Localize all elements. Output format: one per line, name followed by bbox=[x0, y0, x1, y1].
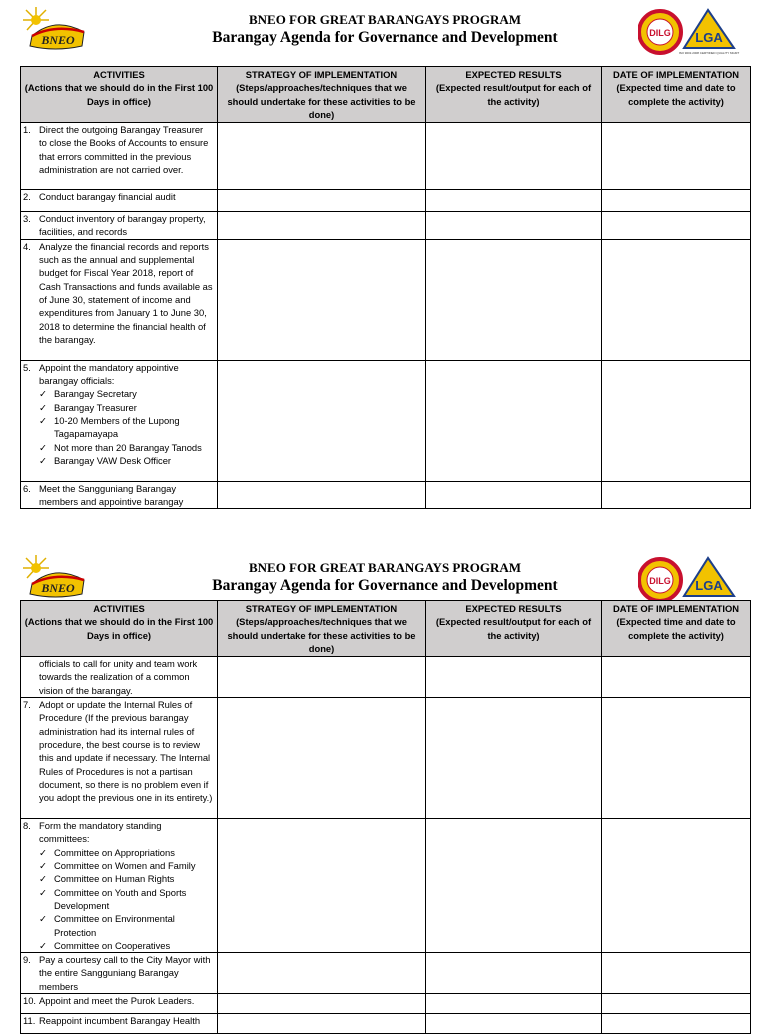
results-cell[interactable] bbox=[426, 994, 602, 1014]
agenda-table-page-1 bbox=[20, 66, 751, 509]
header-titles bbox=[150, 12, 620, 47]
results-cell[interactable] bbox=[426, 953, 602, 994]
agenda-title: Barangay Agenda for Governance and Development bbox=[212, 29, 558, 46]
col-activities-header: ACTIVITIES (Actions that we should do in the First 100 Days in office) bbox=[21, 67, 218, 123]
checkmark-icon: ✓ bbox=[39, 886, 47, 898]
strategy-cell[interactable] bbox=[218, 212, 426, 240]
checkmark-icon: ✓ bbox=[39, 388, 47, 400]
col-results-header: EXPECTED RESULTS (Expected result/output for each of the activity) bbox=[426, 67, 602, 123]
checkmark-icon: ✓ bbox=[39, 913, 47, 925]
strategy-cell[interactable] bbox=[218, 239, 426, 360]
col-date-header: DATE OF IMPLEMENTATION (Expected time and date to complete the activity) bbox=[602, 601, 751, 657]
results-cell[interactable] bbox=[426, 239, 602, 360]
dilg-lga-logos bbox=[638, 8, 748, 56]
strategy-cell[interactable] bbox=[218, 360, 426, 481]
date-cell[interactable] bbox=[602, 994, 751, 1014]
table-row: 7. Adopt or update the Internal Rules of Procedure (If the previous barangay administration had its internal rules of procedure, the best course is to review this and update if necessary. The Internal Rules of Procedures is not a partisan document, so there is no problem even if you adopt the previous one in its entirety.) bbox=[21, 698, 751, 819]
date-cell[interactable] bbox=[602, 698, 751, 819]
results-cell[interactable] bbox=[426, 190, 602, 212]
svg-text:DILG: DILG bbox=[649, 576, 671, 586]
checkmark-icon: ✓ bbox=[39, 414, 47, 426]
date-cell[interactable] bbox=[602, 190, 751, 212]
strategy-cell[interactable] bbox=[218, 481, 426, 509]
strategy-cell[interactable] bbox=[218, 657, 426, 698]
checkmark-icon: ✓ bbox=[39, 939, 47, 951]
table-header-row bbox=[21, 67, 751, 123]
svg-text:ISO 9001:2008 CERTIFIED QUALIT: ISO 9001:2008 CERTIFIED QUALITY MGMT bbox=[678, 51, 740, 55]
results-cell[interactable] bbox=[426, 212, 602, 240]
checkmark-icon: ✓ bbox=[39, 401, 47, 413]
date-cell[interactable] bbox=[602, 212, 751, 240]
results-cell[interactable] bbox=[426, 123, 602, 190]
page-1 bbox=[0, 0, 768, 508]
date-cell[interactable] bbox=[602, 481, 751, 509]
results-cell[interactable] bbox=[426, 657, 602, 698]
table-row: officials to call for unity and team work towards the realization of a common vision of the barangay. bbox=[21, 657, 751, 698]
col-strategy-header: STRATEGY OF IMPLEMENTATION (Steps/approaches/techniques that we should undertake for these activities to be done) bbox=[218, 601, 426, 657]
table-row: 5. Appoint the mandatory appointive barangay officials: ✓ Barangay Secretary ✓ Barangay Treasurer ✓ 10-20 Members of the Lupong Tagapamayapa ✓ Not more than 20 Barangay Tanods ✓ Barangay VAW Desk Officer bbox=[21, 360, 751, 481]
svg-text:BNEO: BNEO bbox=[41, 581, 75, 595]
page-header bbox=[0, 0, 768, 60]
svg-text:LGA: LGA bbox=[695, 30, 723, 45]
table-row: 4. Analyze the financial records and reports such as the annual and supplemental budget for Fiscal Year 2018, report of Cash Transactions and funds available as of June 30, statement of income and expenditures from January 1 to June 30, 2018 to determine the financial health of the barangay. bbox=[21, 239, 751, 360]
page-2 bbox=[0, 548, 768, 1027]
checkmark-icon: ✓ bbox=[39, 454, 47, 466]
table-row: 2. Conduct barangay financial audit bbox=[21, 190, 751, 212]
date-cell[interactable] bbox=[602, 953, 751, 994]
page-header bbox=[0, 548, 768, 608]
date-cell[interactable] bbox=[602, 239, 751, 360]
results-cell[interactable] bbox=[426, 819, 602, 953]
bneo-logo bbox=[22, 6, 88, 54]
svg-text:BNEO: BNEO bbox=[41, 33, 75, 47]
date-cell[interactable] bbox=[602, 123, 751, 190]
checkmark-icon: ✓ bbox=[39, 441, 47, 453]
results-cell[interactable] bbox=[426, 481, 602, 509]
col-activities-header: ACTIVITIES (Actions that we should do in the First 100 Days in office) bbox=[21, 601, 218, 657]
strategy-cell[interactable] bbox=[218, 953, 426, 994]
dilg-lga-logos bbox=[638, 556, 748, 604]
table-row: 6. Meet the Sangguniang Barangay members and appointive barangay bbox=[21, 481, 751, 509]
strategy-cell[interactable] bbox=[218, 819, 426, 953]
program-title: BNEO FOR GREAT BARANGAYS PROGRAM bbox=[248, 560, 522, 575]
date-cell[interactable] bbox=[602, 819, 751, 953]
header-titles bbox=[150, 560, 620, 595]
svg-text:LGA: LGA bbox=[695, 578, 723, 593]
svg-text:DILG: DILG bbox=[649, 28, 671, 38]
agenda-title: Barangay Agenda for Governance and Development bbox=[212, 577, 558, 594]
table-row: 3. Conduct inventory of barangay property, facilities, and records bbox=[21, 212, 751, 240]
table-row: 11. Reappoint incumbent Barangay Health bbox=[21, 1014, 751, 1034]
table-row: 8. Form the mandatory standing committees: ✓ Committee on Appropriations ✓ Committee on Women and Family ✓ Committee on Human Rights ✓ Committee on Youth and Sports Development ✓ Committee on Environmental Protection ✓ Committee on Cooperatives bbox=[21, 819, 751, 953]
bneo-logo bbox=[22, 554, 88, 602]
col-strategy-header: STRATEGY OF IMPLEMENTATION (Steps/approaches/techniques that we should undertake for these activities to be done) bbox=[218, 67, 426, 123]
table-row: 9. Pay a courtesy call to the City Mayor with the entire Sangguniang Barangay members bbox=[21, 953, 751, 994]
agenda-table-page-2 bbox=[20, 600, 751, 1034]
strategy-cell[interactable] bbox=[218, 123, 426, 190]
program-title: BNEO FOR GREAT BARANGAYS PROGRAM bbox=[248, 12, 522, 27]
checkmark-icon: ✓ bbox=[39, 846, 47, 858]
table-row: 1. Direct the outgoing Barangay Treasurer to close the Books of Accounts to ensure that errors committed in the previous administration are not carried over. bbox=[21, 123, 751, 190]
date-cell[interactable] bbox=[602, 657, 751, 698]
col-results-header: EXPECTED RESULTS (Expected result/output for each of the activity) bbox=[426, 601, 602, 657]
table-header-row bbox=[21, 601, 751, 657]
strategy-cell[interactable] bbox=[218, 698, 426, 819]
checkmark-icon: ✓ bbox=[39, 873, 47, 885]
date-cell[interactable] bbox=[602, 360, 751, 481]
table-row: 10. Appoint and meet the Purok Leaders. bbox=[21, 994, 751, 1014]
results-cell[interactable] bbox=[426, 360, 602, 481]
checkmark-icon: ✓ bbox=[39, 860, 47, 872]
strategy-cell[interactable] bbox=[218, 190, 426, 212]
col-date-header: DATE OF IMPLEMENTATION (Expected time and date to complete the activity) bbox=[602, 67, 751, 123]
results-cell[interactable] bbox=[426, 698, 602, 819]
strategy-cell[interactable] bbox=[218, 994, 426, 1014]
